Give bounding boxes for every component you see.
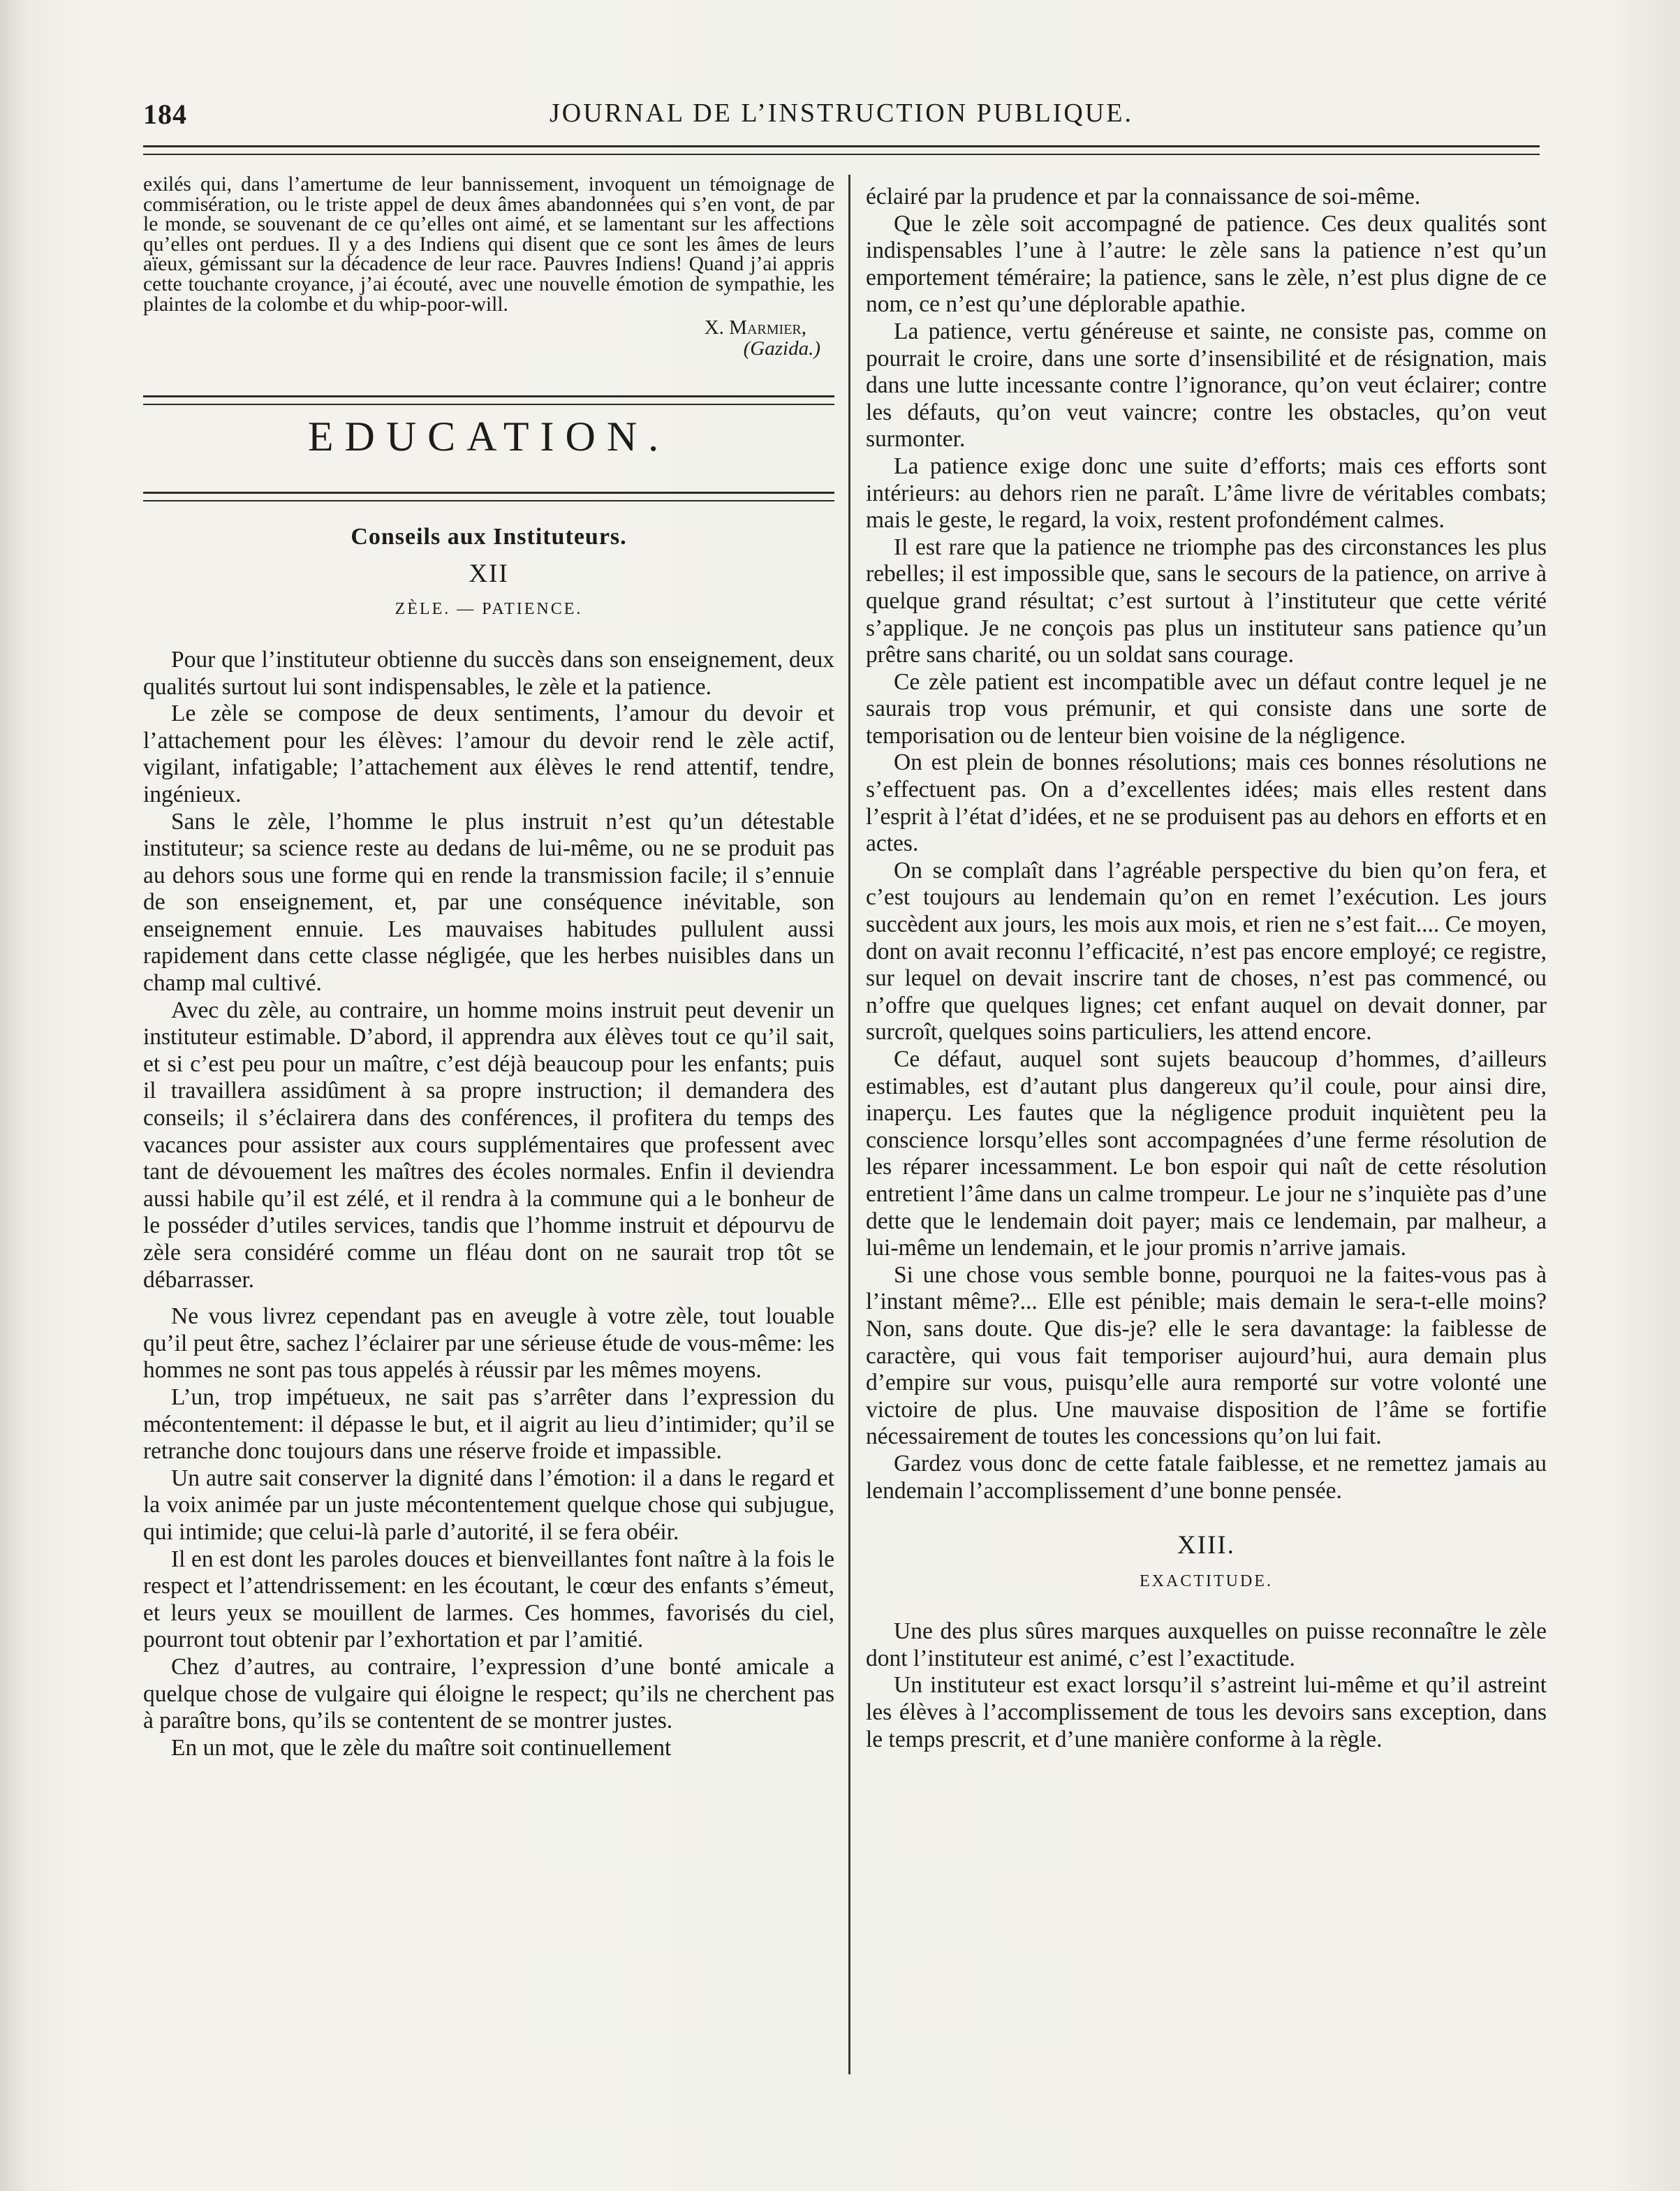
section-rule-bottom <box>143 492 834 501</box>
paragraph: Il en est dont les paroles douces et bienveillantes font naître à la fois le respect et l’attendrissement: en les écoutant, le cœur des enfants s’émeut, et leurs yeux se mouillent de larmes. Ces hommes, favorisés du ciel, pourront tout obtenir par l’exhortation et par l’amitié. <box>143 1546 834 1653</box>
signature-source: (Gazida.) <box>743 337 820 360</box>
running-title: JOURNAL DE L’INSTRUCTION PUBLIQUE. <box>550 98 1133 128</box>
paragraph: Avec du zèle, au contraire, un homme moins instruit peut devenir un instituteur estimable. D’abord, il apprendra aux élèves tout ce qu’il sait, et si c’est peu pour un maître, c’est déjà beaucoup pour les enfants; puis il travaillera assidûment à sa propre instruction; il demandera des conseils; il s’éclairera dans des conférences, il profitera du temps des vacances pour assister aux cours supplémentaires que professent avec tant de dévouement les maîtres des écoles normales. Enfin il deviendra aussi habile qu’il est zélé, et il rendra à la commune qui a le bonheur de le posséder d’utiles services, tandis que l’homme instruit et dépourvu de zèle sera considéré comme un fléau dont on ne saurait trop tôt se débarrasser. <box>143 997 834 1293</box>
signature-name: X. Marmier, <box>704 316 806 339</box>
section-rule-top <box>143 395 834 405</box>
paragraph: Chez d’autres, au contraire, l’expression d’une bonté amicale a quelque chose de vulgaire qui éloigne le respect; qu’ils ne cherchent pas à paraître bons, qu’ils se contentent de se montrer justes. <box>143 1653 834 1734</box>
paragraph: Ne vous livrez cependant pas en aveugle à votre zèle, tout louable qu’il peut être, sachez l’éclairer par une sérieuse étude de vous-même: les hommes ne sont pas tous appelés à réussir par les mêmes moyens. <box>143 1303 834 1384</box>
paragraph: éclairé par la prudence et par la connaissance de soi-même. <box>866 184 1421 210</box>
right-column <box>866 184 1547 1753</box>
section-title: EDUCATION. <box>307 413 670 460</box>
page-header <box>143 98 1540 140</box>
chapter-number-2: XIII. <box>1177 1531 1235 1560</box>
paragraph: Sans le zèle, l’homme le plus instruit n’est qu’un détestable instituteur; sa science reste au dedans de lui-même, ou ne se produit pas au dehors sous une forme qui en rende la transmission facile; il s’ennuie de son enseignement, et, par une conséquence inévitable, son enseignement ennuie. Les mauvaises habitudes pullulent aussi rapidement dans cette classe négligée, que les herbes nuisibles dans un champ mal cultivé. <box>143 808 834 997</box>
paragraph: Un instituteur est exact lorsqu’il s’astreint lui-même et qu’il astreint les élèves à l’accomplissement de tous les devoirs sans exception, dans le temps prescrit, et d’une manière conforme à la règle. <box>866 1672 1547 1752</box>
paragraph: Le zèle se compose de deux sentiments, l’amour du devoir et l’attachement pour les élèves: l’amour du devoir rend le zèle actif, vigilant, infatigable; l’attachement aux élèves le rend attentif, tendre, ingénieux. <box>143 701 834 807</box>
paragraph: On se complaît dans l’agréable perspective du bien qu’on fera, et c’est toujours au lendemain qu’on en remet l’exécution. Les jours succèdent aux jours, les mois aux mois, et rien ne s’est fait.... Ce moyen, dont on avait reconnu l’efficacité, n’est pas encore employé; ce registre, sur lequel on devait inscrire tant de choses, n’est pas commencé, ou n’offre que quelques lignes; cet enfant auquel on devait donner, par surcroît, quelques soins particuliers, les attend encore. <box>866 857 1547 1046</box>
paragraph: Une des plus sûres marques auxquelles on puisse reconnaître le zèle dont l’instituteur est animé, c’est l’exactitude. <box>866 1618 1547 1671</box>
intro-paragraph: exilés qui, dans l’amertume de leur bannissement, invoquent un témoignage de commisération, ou le triste appel de deux âmes abandonnées qui s’en vont, de par le monde, se souvenant de ce qu’elles ont aimé, et se lamentant sur les affections qu’elles ont perdues. Il y a des Indiens qui disent que ce sont les âmes de leurs aïeux, gémissant sur la décadence de leur race. Pauvres Indiens! Quand j’ai appris cette touchante croyance, j’ai écouté, avec une nouvelle émotion de sympathie, les plaintes de la colombe et du whip-poor-will. <box>143 173 834 316</box>
paragraph: La patience exige donc une suite d’efforts; mais ces efforts sont intérieurs: au dehors rien ne paraît. L’âme livre de véritables combats; mais le geste, le regard, la voix, restent profondément calmes. <box>866 453 1547 534</box>
chapter-number: XII <box>469 559 509 588</box>
paragraph: Gardez vous donc de cette fatale faiblesse, et ne remettez jamais au lendemain l’accomplissement d’une bonne pensée. <box>866 1450 1547 1504</box>
paragraph: L’un, trop impétueux, ne sait pas s’arrêter dans l’expression du mécontentement: il dépasse le but, et il aigrit au lieu d’intimider; qu’il se retranche donc toujours dans une réserve froide et impassible. <box>143 1384 834 1465</box>
signature <box>143 317 834 359</box>
section-banner <box>143 395 834 500</box>
paragraph: Il est rare que la patience ne triomphe pas des circonstances les plus rebelles; il est impossible que, sans le secours de la patience, on arrive à quelque grand résultat; c’est surtout à l’instituteur que cette vérité s’applique. Je ne conçois pas plus un instituteur sans patience qu’un prêtre sans charité, ou un soldat sans courage. <box>866 534 1547 668</box>
paragraph: Pour que l’instituteur obtienne du succès dans son enseignement, deux qualités surtout lui sont indispensables, le zèle et la patience. <box>143 646 834 700</box>
page-number: 184 <box>143 98 187 130</box>
paragraph: On est plein de bonnes résolutions; mais ces bonnes résolutions ne s’effectuent pas. On a d’excellentes idées; mais elles restent dans l’esprit à l’état d’idées, et ne se produisent pas au dehors en efforts et en actes. <box>866 749 1547 857</box>
paragraph: En un mot, que le zèle du maître soit continuellement <box>171 1734 672 1761</box>
header-rule <box>143 145 1540 155</box>
paragraph: Si une chose vous semble bonne, pourquoi ne la faites-vous pas à l’instant même?... Elle est pénible; mais demain le sera-t-elle moins? Non, sans doute. Que dis-je? elle le sera davantage: la faiblesse de caractère, qui vous fait temporiser aujourd’hui, aura demain plus d’empire sur vous, puisqu’elle aura remporté sur votre volonté une victoire de plus. Une mauvaise disposition de l’âme se fortifie nécessairement de toutes les concessions qu’on lui fait. <box>866 1261 1547 1450</box>
paragraph: Ce défaut, auquel sont sujets beaucoup d’hommes, d’ailleurs estimables, est d’autant plus dangereux qu’il coule, pour ainsi dire, inaperçu. Les fautes que la négligence produit inquiètent peu la conscience lorsqu’elles sont accompagnées d’une ferme résolution de les réparer incessamment. Le bon espoir qui naît de cette résolution entretient l’âme dans un calme trompeur. Le jour ne s’inquiète pas d’une dette que le lendemain doit payer; mais ce lendemain, par malheur, a lui-même un lendemain, et le jour promis n’arrive jamais. <box>866 1046 1547 1261</box>
chapter-subtitle-2: EXACTITUDE. <box>1140 1571 1273 1590</box>
article-title: Conseils aux Instituteurs. <box>351 524 627 550</box>
paragraph: Ce zèle patient est incompatible avec un défaut contre lequel je ne saurais trop vous prémunir, et qui consiste dans une sorte de temporisation ou de lenteur bien voisine de la négligence. <box>866 668 1547 749</box>
chapter-subtitle: ZÈLE. — PATIENCE. <box>395 600 583 619</box>
paragraph: Que le zèle soit accompagné de patience. Ces deux qualités sont indispensables l’une à l’autre: le zèle sans la patience n’est qu’un emportement téméraire; la patience, sans le zèle, n’est plus digne de ce nom, ce n’est qu’une déplorable apathie. <box>866 210 1547 318</box>
paragraph: La patience, vertu généreuse et sainte, ne consiste pas, comme on pourrait le croire, dans une sorte d’insensibilité et de résignation, mais dans une lutte incessante contre l’ignorance, qu’on veut éclairer; contre les défauts, qu’on veut vaincre; contre les obstacles, qu’on veut surmonter. <box>866 318 1547 453</box>
column-divider <box>848 175 850 2074</box>
paragraph: Un autre sait conserver la dignité dans l’émotion: il a dans le regard et la voix animée par un juste mécontentement quelque chose qui subjugue, qui intimide; que celui-là parle d’autorité, il se fera obéir. <box>143 1465 834 1545</box>
left-column <box>143 175 834 1761</box>
